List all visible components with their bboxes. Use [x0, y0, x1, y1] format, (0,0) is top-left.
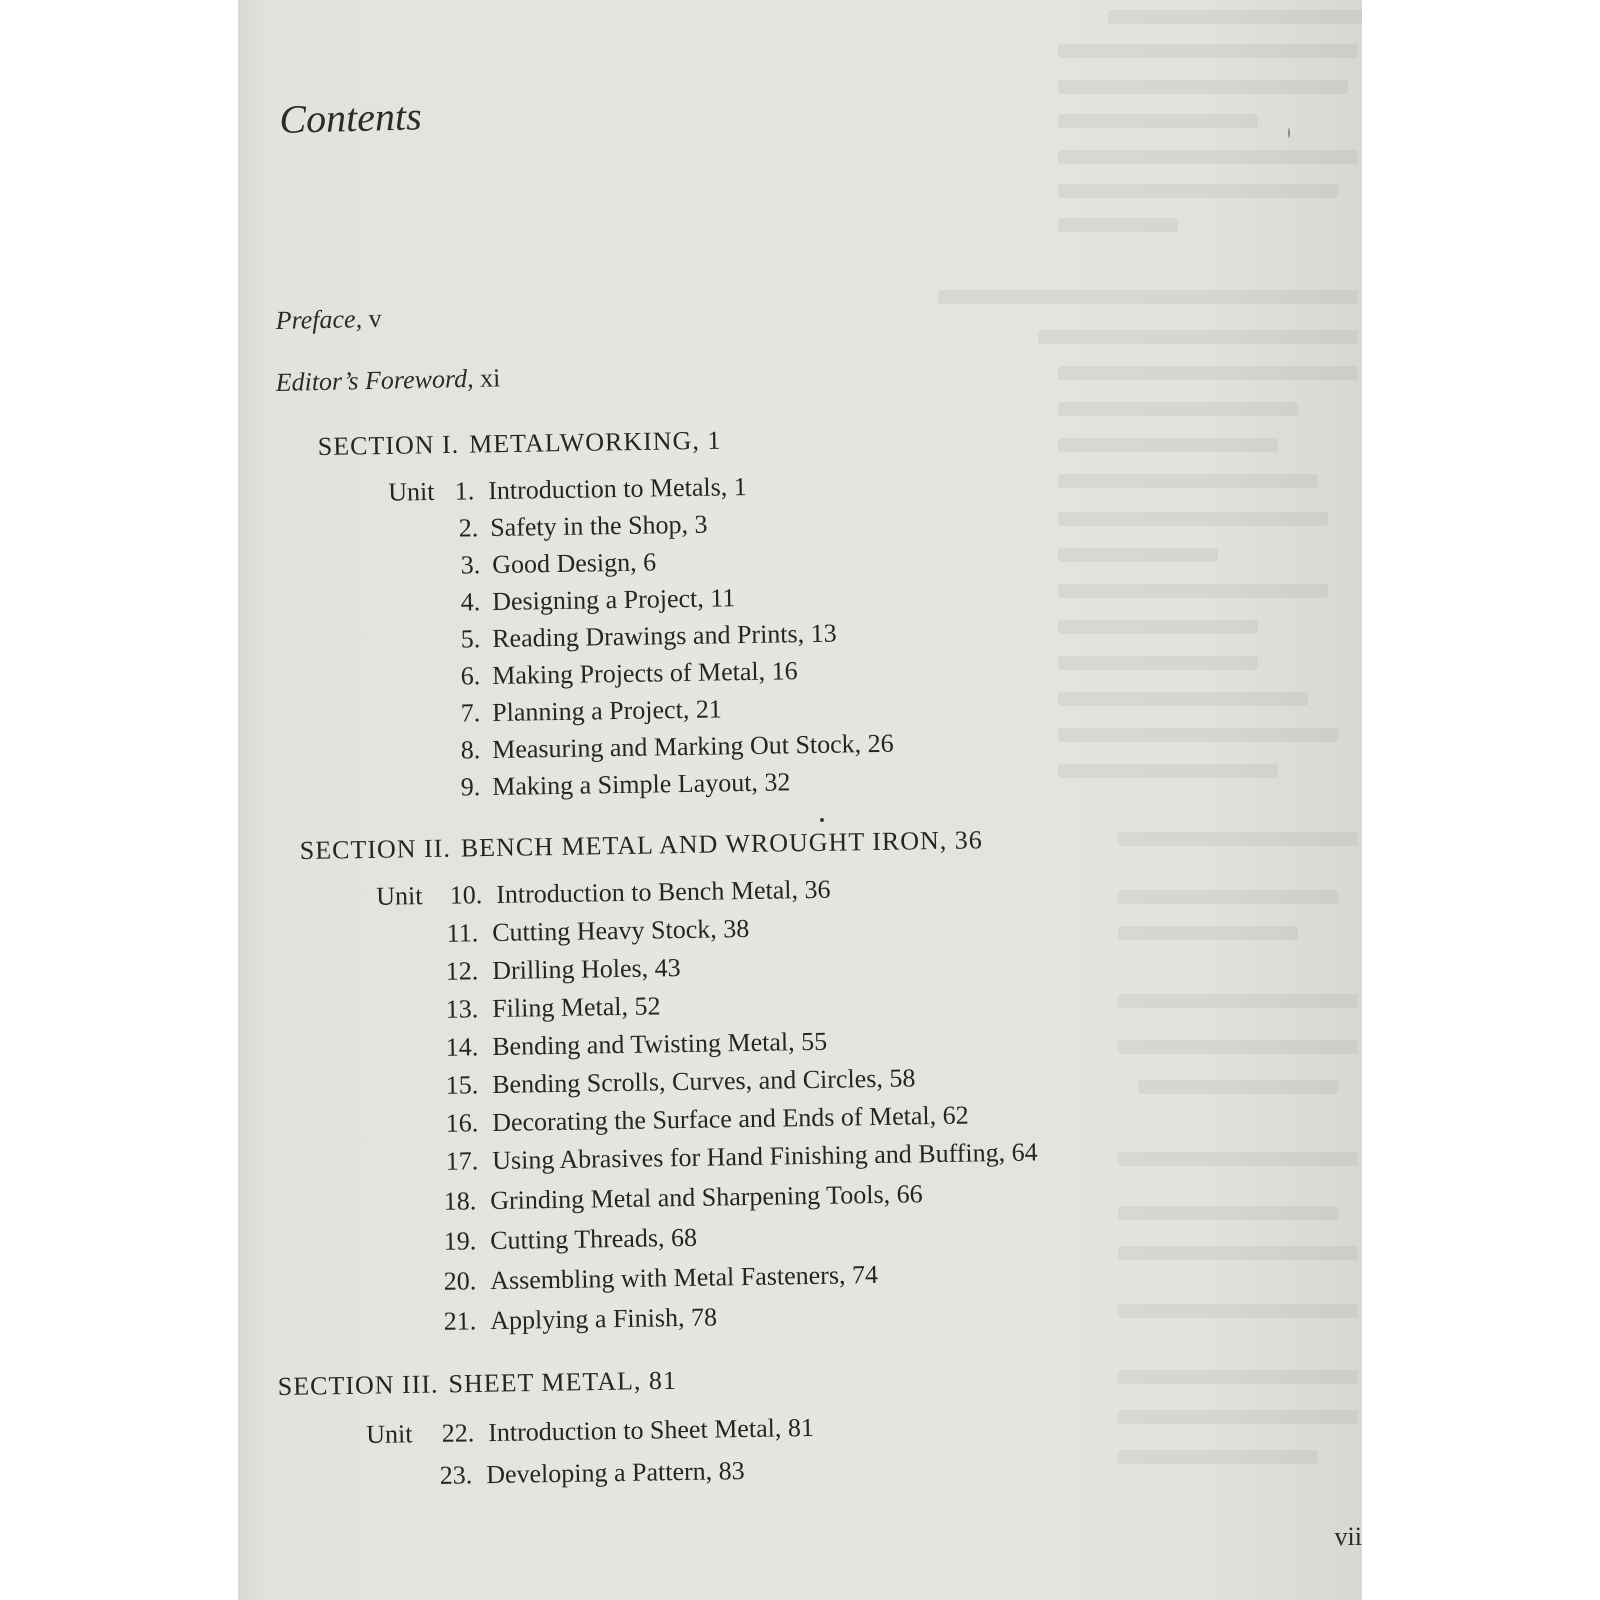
unit-title: Developing a Pattern, 83 — [485, 1456, 745, 1490]
front-matter-title: Editor’s Foreword, — [275, 363, 474, 398]
unit-number: 18. — [443, 1186, 477, 1216]
unit-label: Unit — [387, 476, 435, 507]
unit-title: Measuring and Marking Out Stock, 26 — [491, 728, 894, 765]
unit-number: 6. — [460, 661, 481, 691]
unit-title: Making Projects of Metal, 16 — [491, 656, 798, 691]
unit-number: 11. — [446, 918, 479, 948]
section-heading — [278, 1366, 678, 1402]
unit-title: Cutting Threads, 68 — [489, 1222, 698, 1256]
unit-title: Filing Metal, 52 — [491, 991, 661, 1024]
unit-number: 3. — [460, 550, 481, 580]
contents-page — [238, 0, 1362, 1600]
unit-title: Making a Simple Layout, 32 — [491, 767, 791, 802]
print-speck — [820, 818, 824, 822]
unit-number: 19. — [443, 1226, 477, 1256]
unit-title: Bending Scrolls, Curves, and Circles, 58 — [491, 1063, 916, 1100]
unit-label: Unit — [375, 881, 423, 911]
unit-title: Assembling with Metal Fasteners, 74 — [489, 1259, 879, 1296]
section-heading — [300, 825, 983, 866]
front-matter-title: Preface, — [275, 304, 363, 336]
unit-number: 14. — [445, 1032, 479, 1062]
unit-number: 9. — [460, 772, 481, 802]
print-speck — [1288, 128, 1290, 138]
show-through-texture — [238, 0, 1362, 1600]
unit-title: Good Design, 6 — [491, 547, 657, 580]
section-title: SHEET METAL, 81 — [448, 1365, 678, 1399]
unit-number: 12. — [445, 956, 479, 986]
unit-title: Introduction to Metals, 1 — [487, 472, 747, 506]
unit-number: 4. — [460, 587, 481, 617]
unit-number: 5. — [460, 624, 481, 654]
unit-title: Grinding Metal and Sharpening Tools, 66 — [489, 1179, 923, 1216]
unit-number: 7. — [460, 698, 481, 728]
unit-title: Designing a Project, 11 — [491, 583, 736, 617]
unit-number: 2. — [458, 513, 479, 543]
unit-title: Introduction to Bench Metal, 36 — [495, 874, 831, 909]
front-matter-page: v — [368, 303, 382, 334]
unit-number: 22. — [441, 1418, 475, 1448]
section-title: BENCH METAL AND WROUGHT IRON, 36 — [460, 825, 983, 863]
front-matter-page: xi — [479, 363, 501, 393]
unit-title: Safety in the Shop, 3 — [489, 509, 708, 543]
unit-label: Unit — [365, 1419, 413, 1449]
front-matter-preface — [275, 304, 381, 336]
unit-title: Drilling Holes, 43 — [491, 953, 681, 986]
unit-title: Reading Drawings and Prints, 13 — [491, 618, 837, 654]
section-heading — [318, 426, 722, 462]
section-number: SECTION I. — [317, 429, 460, 462]
unit-title: Applying a Finish, 78 — [489, 1302, 718, 1336]
page-title: Contents — [278, 93, 423, 143]
section-number: SECTION III. — [277, 1369, 439, 1402]
unit-number: 23. — [439, 1460, 473, 1490]
unit-number: 10. — [449, 880, 483, 910]
unit-number: 20. — [443, 1266, 477, 1296]
unit-number: 16. — [445, 1108, 479, 1138]
unit-title: Cutting Heavy Stock, 38 — [491, 913, 750, 948]
section-title: METALWORKING, 1 — [468, 425, 722, 459]
unit-number: 15. — [445, 1070, 479, 1100]
unit-number: 1. — [454, 476, 475, 506]
unit-number: 17. — [445, 1146, 479, 1176]
unit-title: Using Abrasives for Hand Finishing and Buffing, 64 — [491, 1137, 1038, 1176]
unit-title: Bending and Twisting Metal, 55 — [491, 1026, 828, 1062]
unit-number: 13. — [445, 994, 479, 1024]
front-matter-foreword — [275, 363, 500, 398]
section-number: SECTION II. — [299, 833, 452, 866]
unit-number: 8. — [460, 735, 481, 765]
unit-number: 21. — [443, 1306, 477, 1336]
unit-title: Introduction to Sheet Metal, 81 — [487, 1412, 815, 1448]
page-number: vii — [1334, 1522, 1362, 1551]
unit-title: Planning a Project, 21 — [491, 694, 723, 728]
unit-title: Decorating the Surface and Ends of Metal, 62 — [491, 1100, 969, 1138]
